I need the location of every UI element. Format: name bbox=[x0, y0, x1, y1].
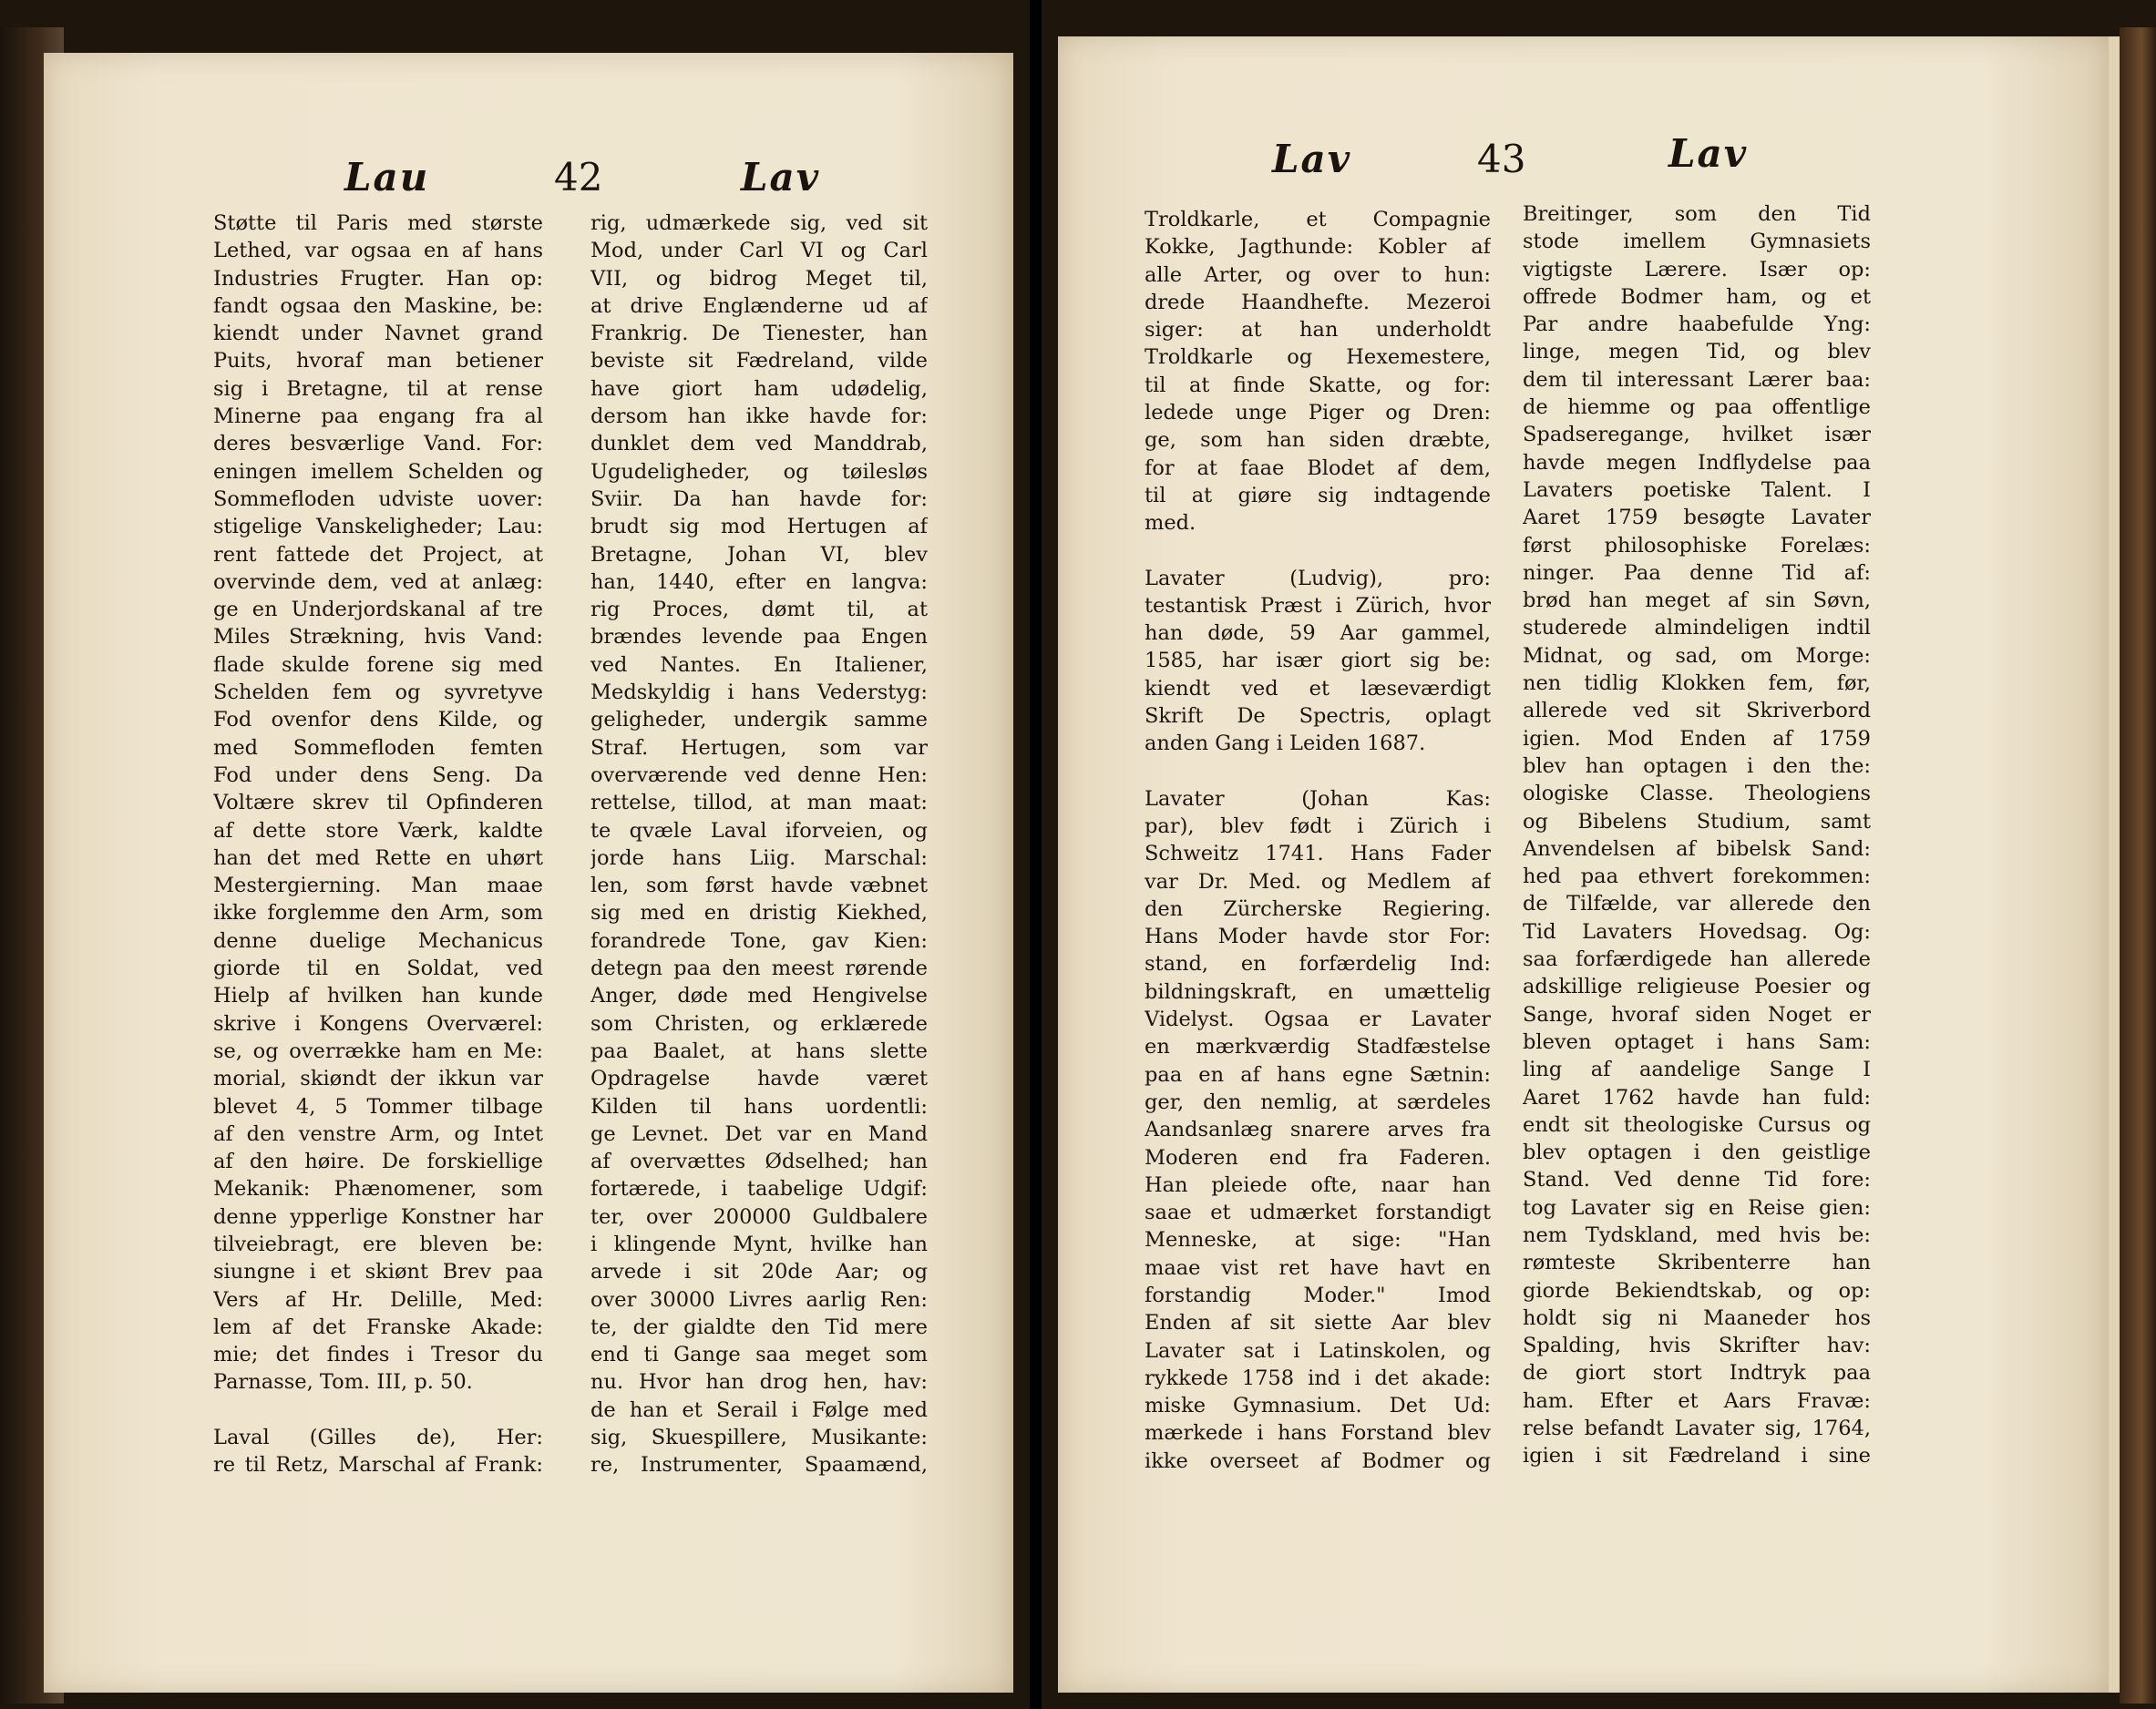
text-line: drede Haandhefte. Mezeroi bbox=[1145, 290, 1491, 314]
text-line: blev han optagen i den the: bbox=[1523, 753, 1871, 778]
text-line: forandrede Tone, gav Kien: bbox=[590, 928, 928, 953]
text-line: Medskyldig i hans Vederstyg: bbox=[590, 681, 928, 705]
text-line: Han pleiede ofte, naar han bbox=[1145, 1172, 1491, 1197]
text-line: Lavater (Johan Kas: bbox=[1145, 786, 1491, 811]
text-line: overvinde dem, ved at anlæg: bbox=[213, 569, 543, 594]
text-line: af dette store Værk, kaldte bbox=[213, 818, 543, 843]
paragraph-gap bbox=[213, 1397, 543, 1424]
text-line: tog Lavater sig en Reise gien: bbox=[1523, 1195, 1871, 1220]
text-line: med Sommefloden femten bbox=[213, 735, 543, 760]
text-line: skrive i Kongens Overværel: bbox=[213, 1011, 543, 1036]
text-line: Aaret 1759 besøgte Lavater bbox=[1523, 506, 1871, 530]
text-line: dunklet dem ved Manddrab, bbox=[590, 432, 928, 456]
text-line: giorde Bekiendtskab, og op: bbox=[1523, 1278, 1871, 1303]
text-line: Sviir. Da han havde for: bbox=[590, 486, 928, 511]
text-line: rettelse, tillod, at man maat: bbox=[590, 791, 928, 815]
text-line: Hielp af hvilken han kunde bbox=[213, 984, 543, 1008]
text-line: eningen imellem Schelden og bbox=[213, 459, 543, 484]
text-line: igien. Mod Enden af 1759 bbox=[1523, 726, 1871, 751]
text-line: stand, en forfærdelig Ind: bbox=[1145, 952, 1491, 977]
text-line: Troldkarle og Hexemestere, bbox=[1145, 345, 1491, 370]
text-line: Anger, døde med Hengivelse bbox=[590, 984, 928, 1008]
text-line: til at finde Skatte, og for: bbox=[1145, 373, 1491, 397]
text-line: havde megen Indflydelse paa bbox=[1523, 450, 1871, 475]
text-line: morial, skiøndt der ikkun var bbox=[213, 1067, 543, 1091]
text-line: med. bbox=[1145, 511, 1196, 536]
text-line: 1585, har især giort sig be: bbox=[1145, 649, 1491, 673]
text-line: Midnat, og sad, om Morge: bbox=[1523, 643, 1871, 668]
text-line: Mod, under Carl VI og Carl bbox=[590, 239, 928, 263]
text-line: blevet 4, 5 Tommer tilbage bbox=[213, 1094, 543, 1119]
text-line: ge, som han siden dræbte, bbox=[1145, 428, 1491, 453]
text-line: mie; det findes i Tresor du bbox=[213, 1343, 543, 1367]
paragraph-gap bbox=[1145, 758, 1491, 785]
text-line: ling af aandelige Sange I bbox=[1523, 1058, 1871, 1082]
text-line: tilveiebragt, ere bleven be: bbox=[213, 1232, 543, 1256]
text-line: jorde hans Liig. Marschal: bbox=[590, 845, 928, 870]
text-line: VII, og bidrog Meget til, bbox=[590, 266, 928, 291]
text-line: af den høire. De forskiellige bbox=[213, 1150, 543, 1174]
text-line: Enden af sit siette Aar blev bbox=[1145, 1311, 1491, 1335]
text-line: Hans Moder havde stor For: bbox=[1145, 925, 1491, 949]
text-line: Voltære skrev til Opfinderen bbox=[213, 791, 543, 815]
text-line: miske Gymnasium. Det Ud: bbox=[1145, 1394, 1491, 1418]
text-line: sig med en dristig Kiekhed, bbox=[590, 901, 928, 926]
text-line: paa en af hans egne Sætnin: bbox=[1145, 1062, 1491, 1087]
text-line: Par andre haabefulde Yng: bbox=[1523, 312, 1871, 337]
text-line: igien i sit Fædreland i sine bbox=[1523, 1444, 1871, 1469]
text-line: han døde, 59 Aar gammel, bbox=[1145, 621, 1491, 646]
text-line: offrede Bodmer ham, og et bbox=[1523, 284, 1871, 309]
text-line: endt sit theologiske Cursus og bbox=[1523, 1112, 1871, 1137]
text-line: overværende ved denne Hen: bbox=[590, 762, 928, 787]
text-line: Schweitz 1741. Hans Fader bbox=[1145, 842, 1491, 866]
text-line: Straf. Hertugen, som var bbox=[590, 735, 928, 760]
book-right-half bbox=[1042, 0, 2156, 1709]
text-line: fortærede, i taabelige Udgif: bbox=[590, 1177, 928, 1202]
text-line: Miles Strækning, hvis Vand: bbox=[213, 625, 543, 650]
text-line: rent fattede det Project, at bbox=[213, 542, 543, 567]
text-line: kiendt under Navnet grand bbox=[213, 322, 543, 346]
text-line: Lavater (Ludvig), pro: bbox=[1145, 566, 1491, 590]
text-line: Bretagne, Johan VI, blev bbox=[590, 542, 928, 567]
text-line: relse befandt Lavater sig, 1764, bbox=[1523, 1417, 1871, 1441]
text-line: Aaret 1762 havde han fuld: bbox=[1523, 1085, 1871, 1110]
text-column-left bbox=[213, 210, 543, 1479]
text-line: beviste sit Fædreland, vilde bbox=[590, 349, 928, 374]
text-line: re til Retz, Marschal af Frank: bbox=[213, 1453, 543, 1478]
text-line: denne duelige Mechanicus bbox=[213, 928, 543, 953]
text-line: paa Baalet, at hans slette bbox=[590, 1039, 928, 1063]
text-line: allerede ved sit Skriverbord bbox=[1523, 699, 1871, 723]
page-divider bbox=[1030, 0, 1042, 1709]
text-line: lem af det Franske Akade: bbox=[213, 1315, 543, 1339]
page-43 bbox=[1058, 36, 2110, 1693]
text-line: af overvættes Ødselhed; han bbox=[590, 1150, 928, 1174]
text-line: end ti Gange saa meget som bbox=[590, 1343, 928, 1367]
text-line: at drive Englænderne ud af bbox=[590, 293, 928, 318]
text-line: nen tidlig Klokken fem, før, bbox=[1523, 671, 1871, 696]
text-line: Mestergierning. Man maae bbox=[213, 874, 543, 898]
text-line: saae et udmærket forstandigt bbox=[1145, 1201, 1491, 1225]
text-line: ge en Underjordskanal af tre bbox=[213, 598, 543, 622]
text-line: Parnasse, Tom. III, p. 50. bbox=[213, 1370, 473, 1395]
book-left-half bbox=[0, 0, 1030, 1709]
text-line: brudt sig mod Hertugen af bbox=[590, 515, 928, 539]
text-line: blev optagen i den geistlige bbox=[1523, 1141, 1871, 1165]
text-line: giorde til en Soldat, ved bbox=[213, 957, 543, 981]
text-line: han, 1440, efter en langva: bbox=[590, 569, 928, 594]
text-line: len, som først havde væbnet bbox=[590, 874, 928, 898]
text-line: først philosophiske Forelæs: bbox=[1523, 533, 1871, 558]
text-line: Minerne paa engang fra al bbox=[213, 404, 543, 429]
text-line: ninger. Paa denne Tid af: bbox=[1523, 560, 1871, 585]
text-line: fandt ogsaa den Maskine, be: bbox=[213, 293, 543, 318]
text-line: ved Nantes. En Italiener, bbox=[590, 652, 928, 677]
text-line: brændes levende paa Engen bbox=[590, 625, 928, 650]
text-line: i klingende Mynt, hvilke han bbox=[590, 1232, 928, 1256]
text-column-right bbox=[1523, 200, 1871, 1470]
text-line: siger: at han underholdt bbox=[1145, 318, 1491, 343]
text-line: de Tilfælde, var allerede den bbox=[1523, 892, 1871, 916]
text-line: ledede unge Piger og Dren: bbox=[1145, 401, 1491, 425]
text-line: ter, over 200000 Guldbalere bbox=[590, 1204, 928, 1229]
text-line: til at giøre sig indtagende bbox=[1145, 483, 1491, 507]
text-line: Stand. Ved denne Tid fore: bbox=[1523, 1168, 1871, 1192]
text-line: stigelige Vanskeligheder; Lau: bbox=[213, 515, 543, 539]
text-line: mærkede i hans Forstand blev bbox=[1145, 1421, 1491, 1446]
text-line: se, og overrække ham en Me: bbox=[213, 1039, 543, 1063]
text-line: stode imellem Gymnasiets bbox=[1523, 230, 1871, 254]
text-line: ham. Efter et Aars Fravæ: bbox=[1523, 1388, 1871, 1413]
text-line: sig, Skuespillere, Musikante: bbox=[590, 1426, 928, 1450]
text-line: holdt sig ni Maaneder hos bbox=[1523, 1305, 1871, 1330]
text-line: have giort ham udødelig, bbox=[590, 376, 928, 401]
text-line: Puits, hvoraf man betiener bbox=[213, 349, 543, 374]
text-line: en mærkværdig Stadfæstelse bbox=[1145, 1035, 1491, 1059]
text-line: flade skulde forene sig med bbox=[213, 652, 543, 677]
running-head-left-word: Lav bbox=[1272, 137, 1352, 181]
text-line: nem Tydskland, med hvis be: bbox=[1523, 1223, 1871, 1247]
text-line: par), blev født i Zürich i bbox=[1145, 814, 1491, 838]
text-line: rykkede 1758 ind i det akade: bbox=[1145, 1366, 1491, 1390]
text-line: rig Proces, dømt til, at bbox=[590, 598, 928, 622]
text-line: ger, den nemlig, at særdeles bbox=[1145, 1090, 1491, 1114]
text-column-left bbox=[1145, 206, 1491, 1475]
running-head-left-word: Lau bbox=[344, 155, 430, 200]
text-line: bleven optaget i hans Sam: bbox=[1523, 1029, 1871, 1054]
text-line: linge, megen Tid, og blev bbox=[1523, 340, 1871, 364]
page-header-left bbox=[44, 53, 1013, 200]
page-number: 42 bbox=[554, 155, 603, 200]
text-line: geligheder, undergik samme bbox=[590, 708, 928, 732]
text-line: nu. Hvor han drog hen, hav: bbox=[590, 1370, 928, 1395]
text-line: Skrift De Spectris, oplagt bbox=[1145, 704, 1491, 729]
text-line: den Zürcherske Regiering. bbox=[1145, 896, 1491, 921]
text-line: vigtigste Lærere. Især op: bbox=[1523, 257, 1871, 281]
text-line: studerede almindeligen indtil bbox=[1523, 616, 1871, 640]
text-line: Moderen end fra Faderen. bbox=[1145, 1145, 1491, 1170]
text-line: Spadseregange, hvilket især bbox=[1523, 423, 1871, 447]
text-line: deres besværlige Vand. For: bbox=[213, 432, 543, 456]
paragraph-gap bbox=[1145, 537, 1491, 565]
text-line: de han et Serail i Følge med bbox=[590, 1397, 928, 1422]
text-line: maae vist ret have havt en bbox=[1145, 1255, 1491, 1280]
text-line: denne ypperlige Konstner har bbox=[213, 1204, 543, 1229]
text-line: som Christen, og erklærede bbox=[590, 1011, 928, 1036]
text-line: Lavater sat i Latinskolen, og bbox=[1145, 1338, 1491, 1363]
text-line: rig, udmærkede sig, ved sit bbox=[590, 211, 928, 235]
text-line: Breitinger, som den Tid bbox=[1523, 202, 1871, 226]
page-number: 43 bbox=[1477, 137, 1526, 181]
text-line: ologiske Classe. Theologiens bbox=[1523, 782, 1871, 806]
text-line: forstandig Moder." Imod bbox=[1145, 1283, 1491, 1307]
text-line: anden Gang i Leiden 1687. bbox=[1145, 732, 1426, 756]
text-line: Sange, hvoraf siden Noget er bbox=[1523, 1002, 1871, 1027]
text-line: Vers af Hr. Delille, Med: bbox=[213, 1287, 543, 1312]
text-line: Lavaters poetiske Talent. I bbox=[1523, 477, 1871, 502]
text-line: brød han meget af sin Søvn, bbox=[1523, 588, 1871, 613]
text-line: adskillige religieuse Poesier og bbox=[1523, 975, 1871, 999]
text-line: Opdragelse havde været bbox=[590, 1067, 928, 1091]
text-line: te, der gialdte den Tid mere bbox=[590, 1315, 928, 1339]
page-42 bbox=[44, 53, 1013, 1693]
text-line: Laval (Gilles de), Her: bbox=[213, 1425, 543, 1449]
text-line: de giort stort Indtryk paa bbox=[1523, 1361, 1871, 1386]
text-line: Kilden til hans uordentli: bbox=[590, 1094, 928, 1119]
text-column-right bbox=[590, 210, 928, 1479]
text-line: Lethed, var ogsaa en af hans bbox=[213, 239, 543, 263]
text-line: Mekanik: Phænomener, som bbox=[213, 1177, 543, 1202]
text-line: dersom han ikke havde for: bbox=[590, 404, 928, 429]
text-line: Sommefloden udviste uover: bbox=[213, 486, 543, 511]
text-line: Frankrig. De Tienester, han bbox=[590, 322, 928, 346]
text-line: Fod ovenfor dens Kilde, og bbox=[213, 708, 543, 732]
running-head-right-word: Lav bbox=[1668, 131, 1749, 176]
text-line: detegn paa den meest rørende bbox=[590, 957, 928, 981]
book-cover-edge-right bbox=[2120, 27, 2156, 1704]
text-line: Fod under dens Seng. Da bbox=[213, 762, 543, 787]
text-line: alle Arter, og over to hun: bbox=[1145, 262, 1491, 287]
text-line: siungne i et skiønt Brev paa bbox=[213, 1260, 543, 1284]
text-line: Menneske, at sige: "Han bbox=[1145, 1228, 1491, 1253]
text-line: Ugudeligheder, og tøilesløs bbox=[590, 459, 928, 484]
text-line: for at faae Blodet af dem, bbox=[1145, 455, 1491, 480]
text-line: Troldkarle, et Compagnie bbox=[1145, 208, 1491, 231]
text-line: rømteste Skribenterre han bbox=[1523, 1251, 1871, 1275]
text-line: Spalding, hvis Skrifter hav: bbox=[1523, 1334, 1871, 1358]
text-line: hed paa ethvert forekommen: bbox=[1523, 865, 1871, 889]
text-line: re, Instrumenter, Spaamænd, bbox=[590, 1453, 928, 1478]
text-line: og Bibelens Studium, samt bbox=[1523, 809, 1871, 834]
text-line: over 30000 Livres aarlig Ren: bbox=[590, 1287, 928, 1312]
text-line: Kokke, Jagthunde: Kobler af bbox=[1145, 235, 1491, 260]
text-line: sig i Bretagne, til at rense bbox=[213, 376, 543, 401]
text-line: arvede i sit 20de Aar; og bbox=[590, 1260, 928, 1284]
text-line: bildningskraft, en umættelig bbox=[1145, 979, 1491, 1004]
text-line: Industries Frugter. Han op: bbox=[213, 266, 543, 291]
text-line: var Dr. Med. og Medlem af bbox=[1145, 869, 1491, 894]
text-line: dem til interessant Lærer baa: bbox=[1523, 367, 1871, 392]
text-line: ikke overseet af Bodmer og bbox=[1145, 1448, 1491, 1473]
text-line: de hiemme og paa offentlige bbox=[1523, 395, 1871, 420]
text-line: Aandsanlæg snarere arves fra bbox=[1145, 1118, 1491, 1142]
text-line: ge Levnet. Det var en Mand bbox=[590, 1121, 928, 1146]
text-line: ikke forglemme den Arm, som bbox=[213, 901, 543, 926]
text-line: Tid Lavaters Hovedsag. Og: bbox=[1523, 919, 1871, 944]
text-line: af den venstre Arm, og Intet bbox=[213, 1121, 543, 1146]
text-line: testantisk Præst i Zürich, hvor bbox=[1145, 593, 1491, 618]
running-head-right-word: Lav bbox=[741, 155, 821, 200]
text-line: te qvæle Laval iforveien, og bbox=[590, 818, 928, 843]
text-line: Videlyst. Ogsaa er Lavater bbox=[1145, 1008, 1491, 1032]
text-line: kiendt ved et læseværdigt bbox=[1145, 676, 1491, 701]
text-line: Schelden fem og syvretyve bbox=[213, 681, 543, 705]
text-line: Anvendelsen af bibelsk Sand: bbox=[1523, 836, 1871, 861]
page-header-right bbox=[1058, 36, 2110, 181]
text-line: saa forfærdigede han allerede bbox=[1523, 947, 1871, 972]
text-line: Støtte til Paris med største bbox=[213, 211, 543, 235]
text-line: han det med Rette en uhørt bbox=[213, 845, 543, 870]
